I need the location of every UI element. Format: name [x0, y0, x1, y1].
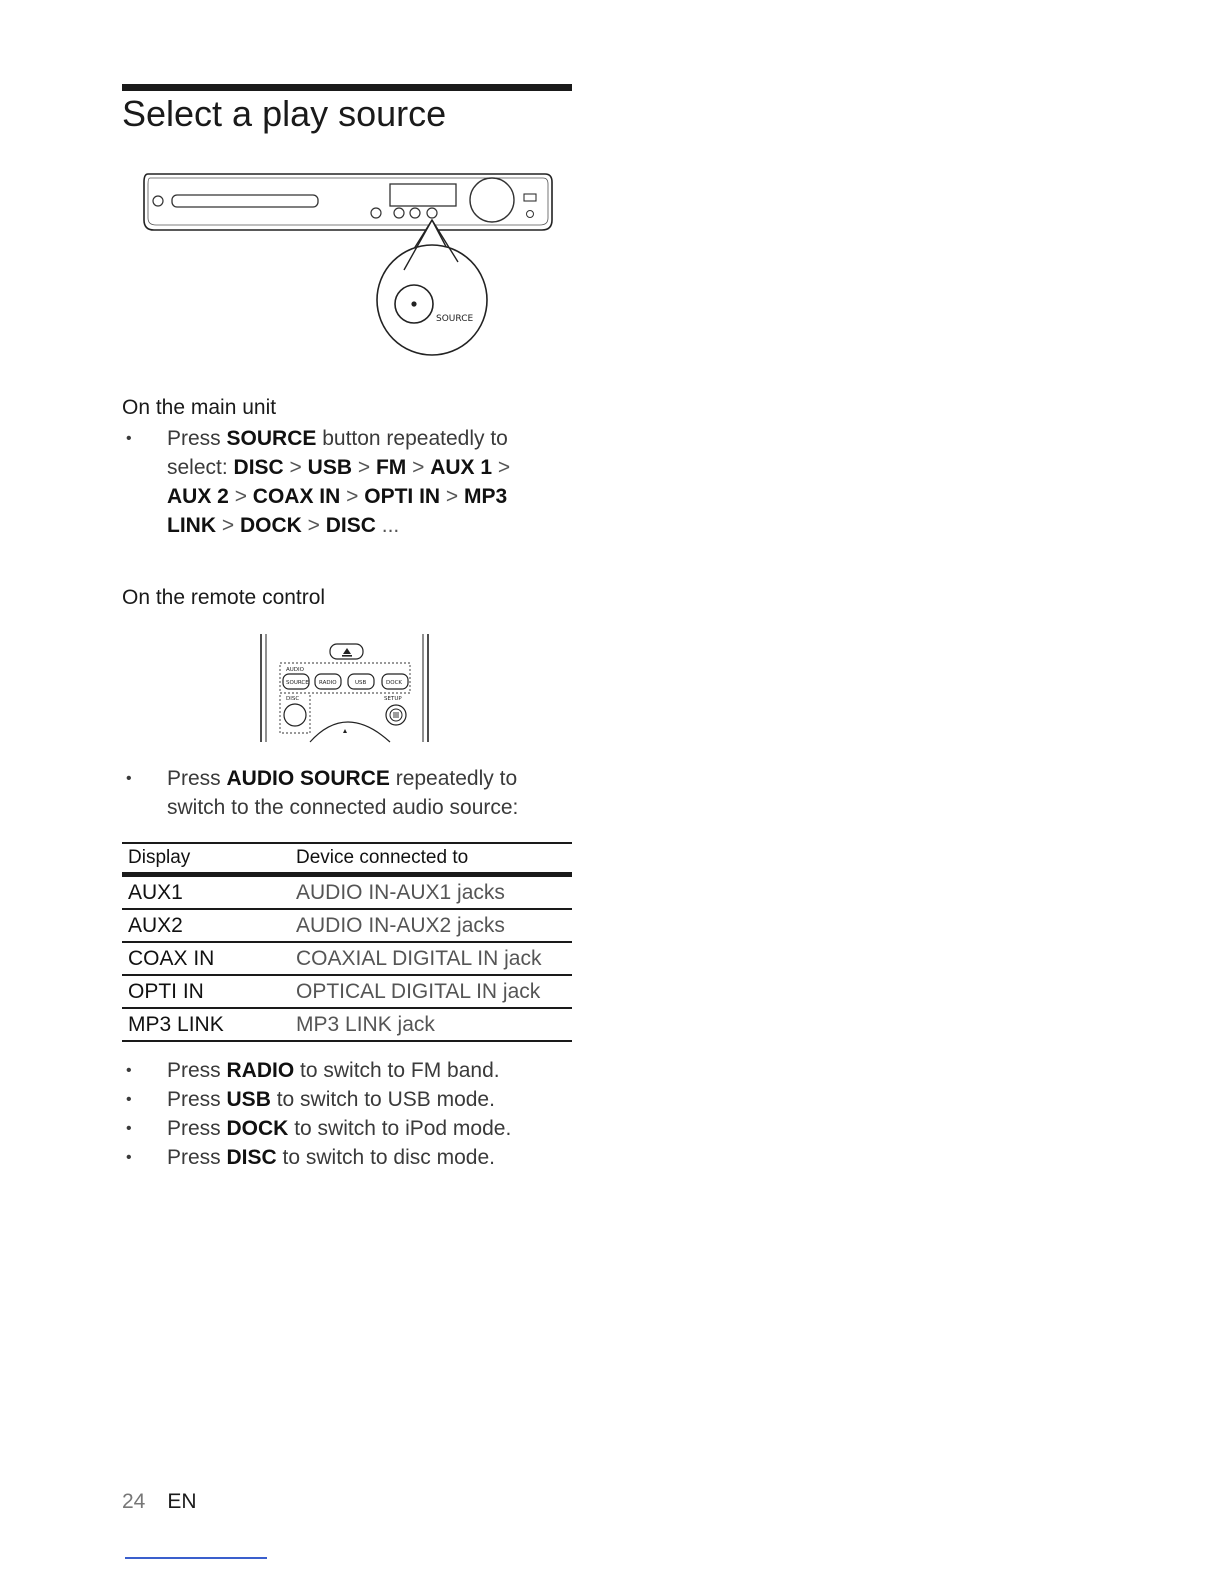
sequence-separator: > [440, 485, 465, 508]
sequence-separator: > [406, 456, 431, 479]
sequence-source: USB [307, 456, 352, 479]
svg-text:SOURCE: SOURCE [286, 680, 309, 686]
main-unit-illustration [140, 168, 555, 363]
column-header-device: Device connected to [290, 843, 572, 875]
display-cell: OPTI IN [122, 975, 290, 1008]
table-header-row [122, 843, 572, 875]
source-table [122, 842, 572, 1042]
remote-heading: On the remote control [122, 586, 326, 609]
svg-text:RADIO: RADIO [319, 680, 337, 686]
audio-source-list [122, 764, 522, 822]
sequence-separator: > [216, 514, 240, 537]
list-item: • Press AUDIO SOURCE repeatedly to switch to the connected audio source: [122, 764, 522, 822]
sequence-source: FM [375, 456, 407, 479]
table-row [122, 909, 572, 942]
table-row [122, 942, 572, 975]
language-code: EN [167, 1490, 197, 1513]
svg-text:SETUP: SETUP [384, 696, 402, 702]
sequence-separator: > [340, 485, 365, 508]
device-cell: COAXIAL DIGITAL IN jack [290, 942, 572, 975]
main-unit-list [122, 424, 522, 540]
page-number: 24 [122, 1490, 146, 1513]
main-unit-heading: On the main unit [122, 396, 277, 419]
svg-text:DISC: DISC [286, 696, 300, 702]
sequence-ellipsis: ... [375, 514, 400, 537]
sequence-separator: > [228, 485, 253, 508]
list-item: • Press DISC to switch to disc mode. [122, 1143, 522, 1172]
sequence-separator: > [492, 456, 511, 479]
mode-list [122, 1056, 522, 1172]
device-cell: MP3 LINK jack [290, 1008, 572, 1041]
list-item: • Press RADIO to switch to FM band. [122, 1056, 522, 1085]
sequence-source: AUX 1 [430, 456, 493, 479]
list-item: • Press SOURCE button repeatedly to select: DISC > USB > FM > AUX 1 > AUX 2 > COAX IN > OPTI IN > MP3 LINK > DOCK > DISC ... [122, 424, 522, 540]
sequence-source: COAX IN [252, 485, 341, 508]
sequence-source: DISC [325, 514, 376, 537]
footer-rule [125, 1557, 267, 1559]
title-rule [122, 84, 572, 91]
page-footer [122, 1490, 197, 1514]
svg-text:DOCK: DOCK [386, 680, 403, 686]
svg-text:AUDIO: AUDIO [286, 667, 304, 673]
sequence-separator: > [301, 514, 326, 537]
list-item: • Press USB to switch to USB mode. [122, 1085, 522, 1114]
source-button-label: SOURCE [436, 314, 474, 324]
display-cell: MP3 LINK [122, 1008, 290, 1041]
table-row [122, 975, 572, 1008]
sequence-separator: > [283, 456, 308, 479]
display-cell: AUX1 [122, 875, 290, 910]
sequence-source: DOCK [239, 514, 302, 537]
display-cell: COAX IN [122, 942, 290, 975]
column-header-display: Display [122, 843, 290, 875]
sequence-source: MP3 LINK [167, 485, 508, 537]
svg-text:USB: USB [355, 680, 367, 686]
table-row [122, 1008, 572, 1041]
sequence-source: AUX 2 [167, 485, 229, 508]
sequence-source: OPTI IN [364, 485, 441, 508]
sequence-source: DISC [233, 456, 284, 479]
device-cell: OPTICAL DIGITAL IN jack [290, 975, 572, 1008]
list-item: • Press DOCK to switch to iPod mode. [122, 1114, 522, 1143]
device-cell: AUDIO IN-AUX2 jacks [290, 909, 572, 942]
device-cell: AUDIO IN-AUX1 jacks [290, 875, 572, 910]
remote-control-illustration [258, 632, 433, 744]
table-row [122, 875, 572, 910]
page-title: Select a play source [122, 93, 447, 134]
display-cell: AUX2 [122, 909, 290, 942]
sequence-separator: > [352, 456, 376, 479]
